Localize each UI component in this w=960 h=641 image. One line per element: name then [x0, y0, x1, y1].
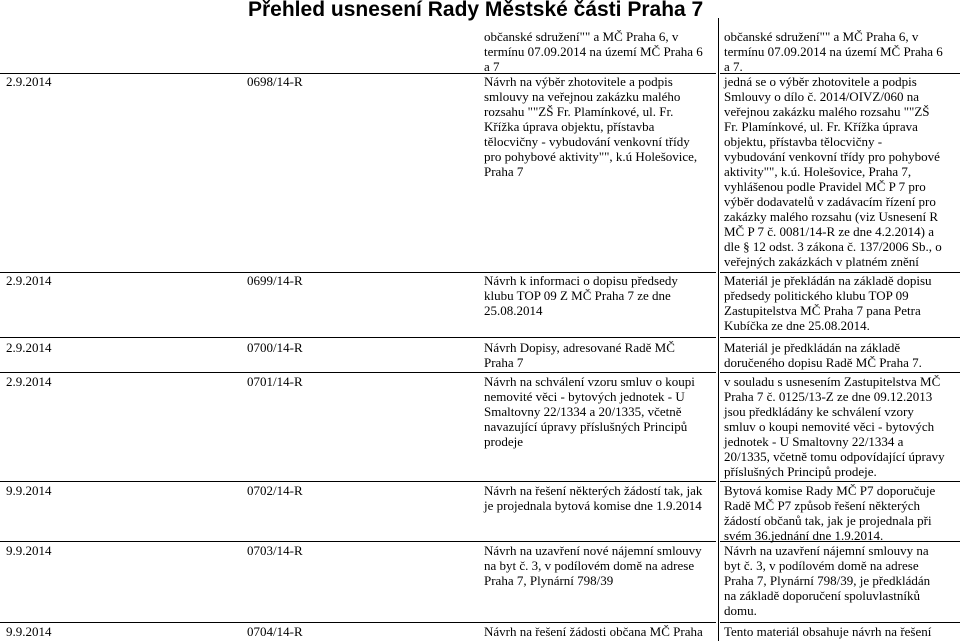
row-divider: [0, 372, 716, 373]
row-divider: [0, 337, 716, 338]
note-divider: [720, 372, 960, 373]
note-divider: [720, 622, 960, 623]
row-divider: [0, 622, 716, 623]
row-description: Návrh na výběr zhotovitele a podpis smlouvy na veřejnou zakázku malého rozsahu ""ZŠ Fr. Plamínkové, ul. Fr. Křížka úprava objektu, přístavba tělocvičny - vybudování venkovní třídy pro pohybové aktivity"", k.ú Holešovice, Praha 7: [484, 74, 698, 179]
row-description: Návrh na schválení vzoru smluv o koupi nemovité věci - bytových jednotek - U Smaltovny 22/1334 a 20/1335, včetně navazující úpravy příslušných Principů prodeje: [484, 374, 695, 449]
row-note: Tento materiál obsahuje návrh na řešení: [724, 624, 932, 639]
row-divider: [0, 541, 716, 542]
row-note: jedná se o výběr zhotovitele a podpis Smlouvy o dílo č. 2014/OIVZ/060 na veřejnou zakázku malého rozsahu ""ZŠ Fr. Plamínkové, ul. Fr. Křížka úprava objektu, přístavba tělocvičny - vybudování venkovní třídy pro pohybové aktivity"", k.ú. Holešovice, Praha 7, vyhlášenou podle Pravidel MČ P 7 pro výběr dodavatelů v zadávacím řízení pro zakázky malého rozsahu (viz Usnesení R MČ P 7 č. 0081/14-R ze dne 4.2.2014) a dle § 12 odst. 3 zákona č. 137/2006 Sb., o veřejných zakázkách v platném znění: [724, 74, 942, 269]
row-note: v souladu s usnesením Zastupitelstva MČ Praha 7 č. 0125/13-Z ze dne 09.12.2013 jsou předkládány ke schválení vzory smluv o koupi nemovité věci - bytových jednotek - U Smaltovny 22/1334 a 20/1335, včetně tomu odpovídající úpravy příslušných Principů prodeje.: [724, 374, 945, 479]
row-note: Bytová komise Rady MČ P7 doporučuje Radě MČ P7 způsob řešení některých žádostí občanů tak, jak je projednala při svém 36.jednání dne 1.9.2014.: [724, 483, 936, 543]
row-note: občanské sdružení"" a MČ Praha 6, v termínu 07.09.2014 na území MČ Praha 6 a 7.: [724, 29, 943, 74]
row-description: Návrh na uzavření nové nájemní smlouvy na byt č. 3, v podílovém domě na adrese Praha 7, Plynární 798/39: [484, 543, 702, 588]
row-description: Návrh k informaci o dopisu předsedy klubu TOP 09 Z MČ Praha 7 ze dne 25.08.2014: [484, 273, 678, 318]
row-number: 0704/14-R: [247, 624, 303, 639]
row-date: 2.9.2014: [6, 74, 52, 89]
row-description: občanské sdružení"" a MČ Praha 6, v termínu 07.09.2014 na území MČ Praha 6 a 7: [484, 29, 703, 74]
row-description: Návrh Dopisy, adresované Radě MČ Praha 7: [484, 340, 675, 370]
row-number: 0700/14-R: [247, 340, 303, 355]
note-divider: [720, 481, 960, 482]
row-number: 0698/14-R: [247, 74, 303, 89]
row-divider: [0, 481, 716, 482]
note-divider: [720, 337, 960, 338]
row-date: 9.9.2014: [6, 483, 52, 498]
row-date: 9.9.2014: [6, 543, 52, 558]
column-divider: [718, 18, 719, 641]
row-number: 0703/14-R: [247, 543, 303, 558]
note-divider: [720, 541, 960, 542]
row-date: 9.9.2014: [6, 624, 52, 639]
row-description: Návrh na řešení některých žádostí tak, jak je projednala bytová komise dne 1.9.2014: [484, 483, 703, 513]
row-number: 0702/14-R: [247, 483, 303, 498]
row-date: 2.9.2014: [6, 374, 52, 389]
row-note: Materiál je předkládán na základě doručeného dopisu Radě MČ Praha 7.: [724, 340, 922, 370]
page-title: Přehled usnesení Rady Městské části Praha 7: [248, 0, 704, 21]
row-date: 2.9.2014: [6, 340, 52, 355]
row-number: 0701/14-R: [247, 374, 303, 389]
row-description: Návrh na řešení žádosti občana MČ Praha: [484, 624, 703, 639]
row-date: 2.9.2014: [6, 273, 52, 288]
row-note: Návrh na uzavření nájemní smlouvy na byt č. 3, v podílovém domě na adrese Praha 7, Plynární 798/39, je předkládán na základě doporučení spoluvlastníků domu.: [724, 543, 931, 618]
row-number: 0699/14-R: [247, 273, 303, 288]
row-note: Materiál je překládán na základě dopisu předsedy politického klubu TOP 09 Zastupitelstva MČ Praha 7 pana Petra Kubíčka ze dne 25.08.2014.: [724, 273, 932, 333]
